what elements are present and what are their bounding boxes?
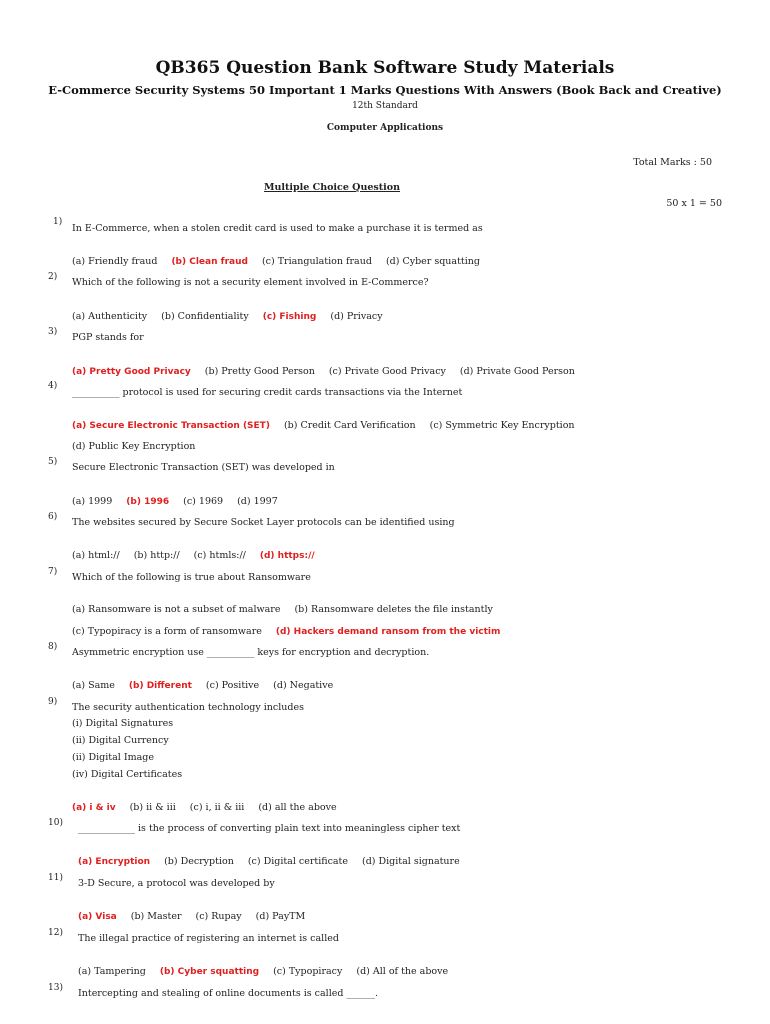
page-subtitle: E-Commerce Security Systems 50 Important 1 Marks Questions With Answers (Book Back and Creative) [48,83,722,97]
question-sub-item: (ii) Digital Image [72,752,154,763]
option-row [72,619,514,638]
option-row [72,597,507,616]
option-row [78,959,462,978]
answer-option: (d) Negative [273,680,334,691]
answer-option: (c) htmls:// [193,550,246,561]
question-text: 3-D Secure, a protocol was developed by [78,878,275,889]
question-number: 1) [53,217,63,227]
correct-answer-option: (b) 1996 [126,497,170,507]
option-row [78,849,474,868]
option-row [72,359,589,378]
answer-option: (a) Authenticity [72,311,148,322]
question-number: 6) [48,512,58,522]
question-text: The security authentication technology includes [72,702,304,713]
question-text: In E-Commerce, when a stolen credit card is used to make a purchase it is termed as [72,223,483,234]
answer-option: (d) PayTM [255,911,306,922]
subject-label: Computer Applications [326,123,444,133]
question-text: ____________ is the process of converting plain text into meaningless cipher text [78,823,461,834]
answer-option: (c) Digital certificate [247,856,348,867]
question-number: 12) [48,928,63,938]
correct-answer-option: (a) Visa [78,912,117,922]
correct-answer-option: (b) Cyber squatting [159,967,260,977]
answer-option: (d) Cyber squatting [385,256,480,267]
correct-answer-option: (b) Clean fraud [171,257,248,267]
question-sub-item: (ii) Digital Currency [72,735,169,746]
question-number: 2) [48,272,58,282]
question-number: 11) [48,873,63,883]
answer-option: (c) i, ii & iii [189,802,245,813]
question-number: 3) [48,327,58,337]
standard-label: 12th Standard [352,101,418,111]
answer-option: (d) all the above [258,802,337,813]
answer-option: (b) Decryption [164,856,234,867]
answer-option: (d) Privacy [330,311,383,322]
answer-option: (b) Pretty Good Person [204,366,315,377]
answer-option: (d) All of the above [356,966,449,977]
option-row [78,904,319,923]
answer-option: (b) Credit Card Verification [283,420,416,431]
option-row [72,673,347,692]
total-marks: Total Marks : 50 [633,157,712,168]
answer-option: (c) Triangulation fraud [261,256,372,267]
question-number: 9) [48,697,58,707]
correct-answer-option: (a) Secure Electronic Transaction (SET) [72,421,270,431]
question-sub-item: (i) Digital Signatures [72,718,174,729]
question-text: Intercepting and stealing of online documents is called ______. [78,988,378,999]
answer-option: (b) ii & iii [129,802,176,813]
option-row [72,434,209,453]
answer-option: (c) Typopiracy is a form of ransomware [72,626,262,637]
answer-option: (b) Ransomware deletes the file instantly [294,604,493,615]
answer-option: (d) Public Key Encryption [72,441,196,452]
question-number: 13) [48,983,63,993]
correct-answer-option: (a) i & iv [72,803,116,813]
question-text: __________ protocol is used for securing credit cards transactions via the Internet [72,387,463,398]
answer-option: (b) Master [130,911,182,922]
correct-answer-option: (d) Hackers demand ransom from the victim [275,627,501,637]
answer-option: (a) 1999 [72,496,113,507]
answer-option: (c) Typopiracy [273,966,343,977]
correct-answer-option: (b) Different [128,681,192,691]
question-number: 4) [48,381,58,391]
answer-option: (d) 1997 [237,496,278,507]
section-heading: Multiple Choice Question [264,182,400,193]
option-row [72,489,292,508]
correct-answer-option: (a) Pretty Good Privacy [72,367,191,377]
answer-option: (a) Tampering [78,966,146,977]
page-title: QB365 Question Bank Software Study Materials [155,58,615,78]
option-row [72,304,397,323]
answer-option: (a) Friendly fraud [72,256,158,267]
question-text: Which of the following is not a security element involved in E-Commerce? [72,277,429,288]
question-text: Which of the following is true about Ransomware [72,572,311,583]
question-text: PGP stands for [72,332,144,343]
answer-option: (b) Confidentiality [161,311,249,322]
answer-option: (c) Private Good Privacy [328,366,446,377]
marks-calc: 50 x 1 = 50 [666,198,722,209]
question-text: Asymmetric encryption use __________ keys for encryption and decryption. [72,647,430,658]
question-number: 10) [48,818,63,828]
question-text: Secure Electronic Transaction (SET) was developed in [72,462,335,473]
question-text: The illegal practice of registering an internet is called [78,933,339,944]
question-number: 8) [48,642,58,652]
option-row [72,413,589,432]
question-number: 5) [48,457,58,467]
option-row [72,249,494,268]
answer-option: (d) Digital signature [362,856,460,867]
question-sub-item: (iv) Digital Certificates [72,769,183,780]
correct-answer-option: (d) https:// [259,551,315,561]
answer-option: (a) Same [72,680,115,691]
question-number: 7) [48,567,58,577]
answer-option: (c) 1969 [183,496,224,507]
answer-option: (c) Symmetric Key Encryption [429,420,575,431]
correct-answer-option: (c) Fishing [262,312,317,322]
answer-option: (c) Positive [205,680,260,691]
answer-option: (d) Private Good Person [459,366,575,377]
answer-option: (b) http:// [133,550,180,561]
answer-option: (a) html:// [72,550,120,561]
question-text: The websites secured by Secure Socket Layer protocols can be identified using [72,517,455,528]
option-row [72,795,351,814]
correct-answer-option: (a) Encryption [78,857,151,867]
answer-option: (a) Ransomware is not a subset of malware [72,604,281,615]
option-row [72,543,329,562]
answer-option: (c) Rupay [195,911,242,922]
